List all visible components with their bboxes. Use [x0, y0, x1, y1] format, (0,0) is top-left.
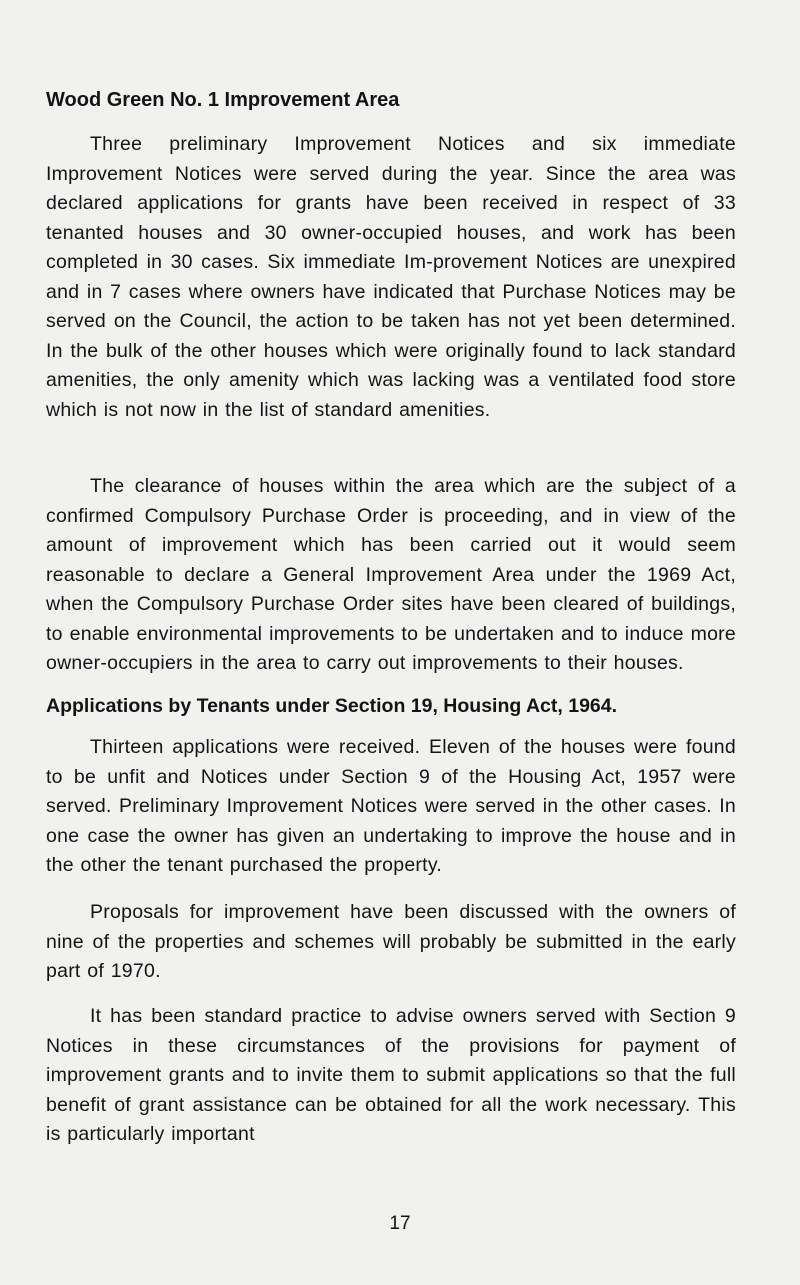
- page-number: 17: [389, 1213, 411, 1234]
- section-heading-wood-green: Wood Green No. 1 Improvement Area: [46, 89, 400, 111]
- section-heading-applications: Applications by Tenants under Section 19, Housing Act, 1964.: [46, 695, 618, 717]
- paragraph-proposals: Proposals for improvement have been discussed with the owners of nine of the properties and schemes will probably be submitted in the early part of 1970.: [46, 901, 736, 982]
- paragraph-standard-practice: It has been standard practice to advise owners served with Section 9 Notices in these circumstances of the provisions for payment of improvement grants and to invite them to submit applications so that the full benefit of grant assistance can be obtained for all the work necessary. This is particularly important: [46, 1005, 736, 1145]
- paragraph-improvement-notices: Three preliminary Improvement Notices and six immediate Improvement Notices were served during the year. Since the area was declared applications for grants have been received in respect of 33 tenanted houses and 30 owner-occupied houses, and work has been completed in 30 cases. Six immediate Im-provement Notices are unexpired and in 7 cases where owners have indicated that Purchase Notices may be served on the Council, the action to be taken has not yet been determined. In the bulk of the other houses which were originally found to lack standard amenities, the only amenity which was lacking was a ventilated food store which is not now in the list of standard amenities.: [46, 133, 736, 421]
- paragraph-clearance: The clearance of houses within the area which are the subject of a confirmed Compulsory Purchase Order is proceeding, and in view of the amount of improvement which has been carried out it would seem reasonable to declare a General Improvement Area under the 1969 Act, when the Compulsory Purchase Order sites have been cleared of buildings, to enable environmental improvements to be undertaken and to induce more owner-occupiers in the area to carry out improvements to their houses.: [46, 475, 736, 674]
- paragraph-tenant-applications: Thirteen applications were received. Eleven of the houses were found to be unfit and Notices under Section 9 of the Housing Act, 1957 were served. Preliminary Improvement Notices were served in the other cases. In one case the owner has given an undertaking to improve the house and in the other the tenant purchased the property.: [46, 736, 736, 876]
